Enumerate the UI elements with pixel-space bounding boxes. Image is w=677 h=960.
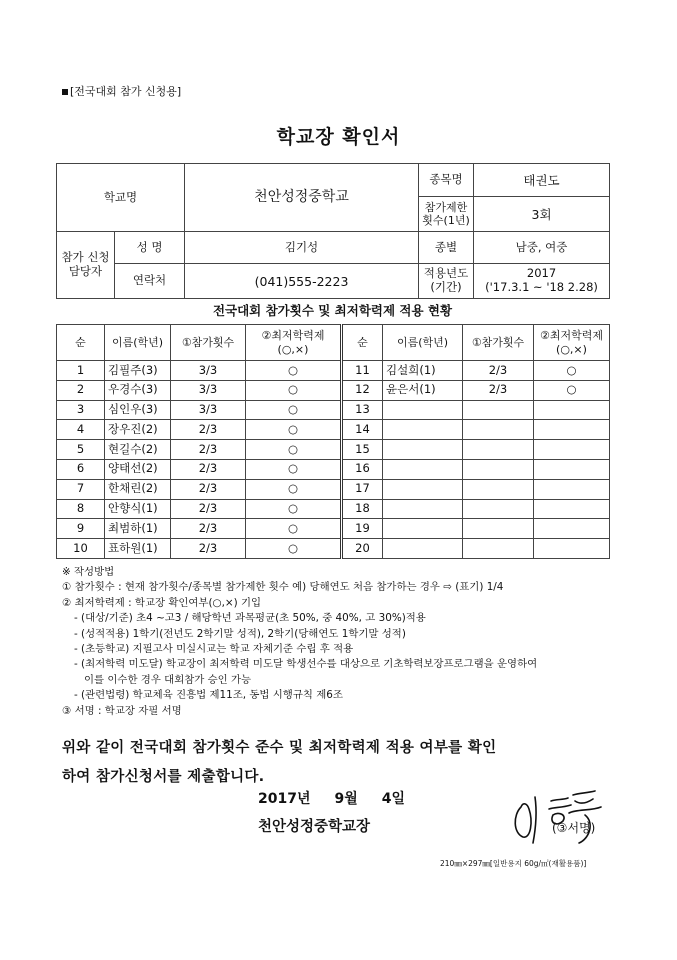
row-no: 1	[57, 361, 105, 381]
row-name: 장우진(2)	[105, 420, 171, 440]
row-count: 3/3	[171, 361, 246, 381]
limit-label: 참가제한 횟수(1년)	[419, 197, 474, 232]
form-tag	[62, 83, 181, 99]
school-info-table	[56, 163, 610, 299]
row-no: 3	[57, 400, 105, 420]
row-mark: ○	[246, 539, 342, 559]
row-no: 17	[342, 479, 383, 499]
row-name: 양태선(2)	[105, 459, 171, 479]
school-principal: 천안성정중학교장	[258, 819, 371, 835]
limit-value: 3회	[474, 197, 610, 232]
table-row	[57, 499, 610, 519]
paper-spec: 210㎜×297㎜[일반용지 60g/㎡(재활용품)]	[440, 859, 587, 868]
row-mark	[534, 400, 610, 420]
row-no: 19	[342, 519, 383, 539]
row-name: 심인우(3)	[105, 400, 171, 420]
writing-notes	[62, 565, 632, 719]
row-name: 안향식(1)	[105, 499, 171, 519]
row-count	[463, 539, 534, 559]
row-no: 16	[342, 459, 383, 479]
row-count: 3/3	[171, 380, 246, 400]
table-row	[57, 420, 610, 440]
row-count: 2/3	[171, 499, 246, 519]
row-mark: ○	[246, 440, 342, 460]
year-value: 2017	[526, 266, 557, 281]
period-value: ('17.3.1 ~ '18 2.28)	[485, 280, 598, 294]
row-mark	[534, 479, 610, 499]
note-subitem: - (관련법령) 학교체육 진흥법 제11조, 동법 시행규칙 제6조	[74, 689, 343, 702]
row-mark: ○	[246, 479, 342, 499]
row-no: 14	[342, 420, 383, 440]
row-mark	[534, 459, 610, 479]
table-row	[57, 459, 610, 479]
header-count: ①참가횟수	[463, 325, 534, 361]
row-name: 우경수(3)	[105, 380, 171, 400]
row-name: 김필주(3)	[105, 361, 171, 381]
row-count: 2/3	[463, 380, 534, 400]
note-subitem: - (초등학교) 지필고사 미실시교는 학교 자체기준 수립 후 적용	[74, 643, 354, 656]
table-row	[57, 519, 610, 539]
name-label: 성 명	[115, 232, 185, 264]
year-cell	[474, 264, 610, 299]
note-subitem: - (최저학력 미도달) 학교장이 최저학력 미도달 학생선수를 대상으로 기초학력보장프로그램을 운영하여	[74, 658, 538, 671]
row-no: 18	[342, 499, 383, 519]
note-subitem: - (대상/기준) 초4 ~고3 / 해당학년 과목평균(초 50%, 중 40%, 고 30%)적용	[74, 612, 426, 625]
row-mark: ○	[534, 361, 610, 381]
row-count	[463, 499, 534, 519]
row-mark: ○	[246, 499, 342, 519]
row-name	[383, 519, 463, 539]
row-mark: ○	[246, 420, 342, 440]
declaration-text	[62, 734, 622, 792]
note-item: ③ 서명 : 학교장 자필 서명	[62, 704, 182, 717]
header-name: 이름(학년)	[105, 325, 171, 361]
row-name	[383, 440, 463, 460]
row-mark	[534, 539, 610, 559]
date-day: 4일	[381, 791, 406, 807]
row-no: 20	[342, 539, 383, 559]
participation-status-table	[56, 324, 610, 559]
gender-value: 남중, 여중	[474, 232, 610, 264]
date-year: 2017년	[258, 791, 311, 807]
row-mark	[534, 440, 610, 460]
row-count: 2/3	[463, 361, 534, 381]
row-name	[383, 400, 463, 420]
row-mark	[534, 499, 610, 519]
row-no: 8	[57, 499, 105, 519]
row-count: 3/3	[171, 400, 246, 420]
note-item: ① 참가횟수 : 현재 참가횟수/종목별 참가제한 횟수 예) 당해연도 처음 참가하는 경우 ⇨ (표기) 1/4	[62, 581, 504, 594]
row-mark: ○	[246, 519, 342, 539]
handwritten-signature	[505, 787, 610, 847]
row-mark	[534, 420, 610, 440]
row-count	[463, 420, 534, 440]
header-mark: ②최저학력제 (○,×)	[246, 325, 342, 361]
declaration-line: 하여 참가신청서를 제출합니다.	[62, 769, 265, 785]
row-name: 현길수(2)	[105, 440, 171, 460]
row-name	[383, 499, 463, 519]
row-mark: ○	[534, 380, 610, 400]
row-name: 윤은서(1)	[383, 380, 463, 400]
sport-label: 종목명	[419, 164, 474, 197]
row-name	[383, 420, 463, 440]
row-no: 2	[57, 380, 105, 400]
form-tag-text: [전국대회 참가 신청용]	[70, 85, 182, 98]
contact-group-label: 참가 신청 담당자	[57, 232, 115, 299]
row-count: 2/3	[171, 440, 246, 460]
note-subitem-continued: 이를 이수한 경우 대회참가 승인 가능	[84, 673, 252, 686]
row-mark	[534, 519, 610, 539]
square-bullet-icon	[62, 89, 68, 95]
row-name	[383, 479, 463, 499]
sport-value: 태권도	[474, 164, 610, 197]
date-month: 9월	[334, 791, 358, 807]
declaration-line: 위와 같이 전국대회 참가횟수 준수 및 최저학력제 적용 여부를 확인	[62, 740, 497, 756]
school-name-value: 천안성정중학교	[185, 164, 419, 232]
note-item: ② 최저학력제 : 학교장 확인여부(○,×) 기입	[62, 596, 262, 609]
row-no: 9	[57, 519, 105, 539]
row-count	[463, 400, 534, 420]
phone-label: 연락처	[115, 264, 185, 299]
table-row	[57, 380, 610, 400]
header-mark: ②최저학력제 (○,×)	[534, 325, 610, 361]
row-name	[383, 459, 463, 479]
row-no: 4	[57, 420, 105, 440]
row-count: 2/3	[171, 459, 246, 479]
row-count	[463, 479, 534, 499]
row-name: 표하원(1)	[105, 539, 171, 559]
name-value: 김기성	[185, 232, 419, 264]
row-name: 한채린(2)	[105, 479, 171, 499]
row-count	[463, 440, 534, 460]
row-mark: ○	[246, 400, 342, 420]
table-row	[57, 479, 610, 499]
row-name	[383, 539, 463, 559]
row-count	[463, 519, 534, 539]
row-count: 2/3	[171, 539, 246, 559]
header-no: 순	[57, 325, 105, 361]
header-name: 이름(학년)	[383, 325, 463, 361]
table-row	[57, 361, 610, 381]
row-count: 2/3	[171, 479, 246, 499]
row-no: 13	[342, 400, 383, 420]
row-count: 2/3	[171, 420, 246, 440]
table-row	[57, 440, 610, 460]
row-no: 10	[57, 539, 105, 559]
row-no: 6	[57, 459, 105, 479]
row-name: 최범하(1)	[105, 519, 171, 539]
table-row	[57, 400, 610, 420]
gender-label: 종별	[419, 232, 474, 264]
row-no: 11	[342, 361, 383, 381]
row-no: 15	[342, 440, 383, 460]
row-mark: ○	[246, 380, 342, 400]
phone-value: (041)555-2223	[185, 264, 419, 299]
year-label: 적용년도 (기간)	[419, 264, 474, 299]
row-no: 5	[57, 440, 105, 460]
header-count: ①참가횟수	[171, 325, 246, 361]
row-mark: ○	[246, 459, 342, 479]
note-heading: ※ 작성방법	[62, 566, 115, 578]
header-no: 순	[342, 325, 383, 361]
seal-label: (③서명)	[552, 821, 596, 835]
row-count	[463, 459, 534, 479]
status-section-title: 전국대회 참가횟수 및 최저학력제 적용 현황	[212, 303, 453, 318]
row-mark: ○	[246, 361, 342, 381]
submission-date	[258, 788, 405, 808]
row-no: 7	[57, 479, 105, 499]
document-title: 학교장 확인서	[276, 126, 401, 148]
school-name-label: 학교명	[57, 164, 185, 232]
note-subitem: - (성적적용) 1학기(전년도 2학기말 성적), 2학기(당해연도 1학기말 성적)	[74, 627, 406, 640]
row-no: 12	[342, 380, 383, 400]
table-row	[57, 539, 610, 559]
row-name: 김설희(1)	[383, 361, 463, 381]
row-count: 2/3	[171, 519, 246, 539]
